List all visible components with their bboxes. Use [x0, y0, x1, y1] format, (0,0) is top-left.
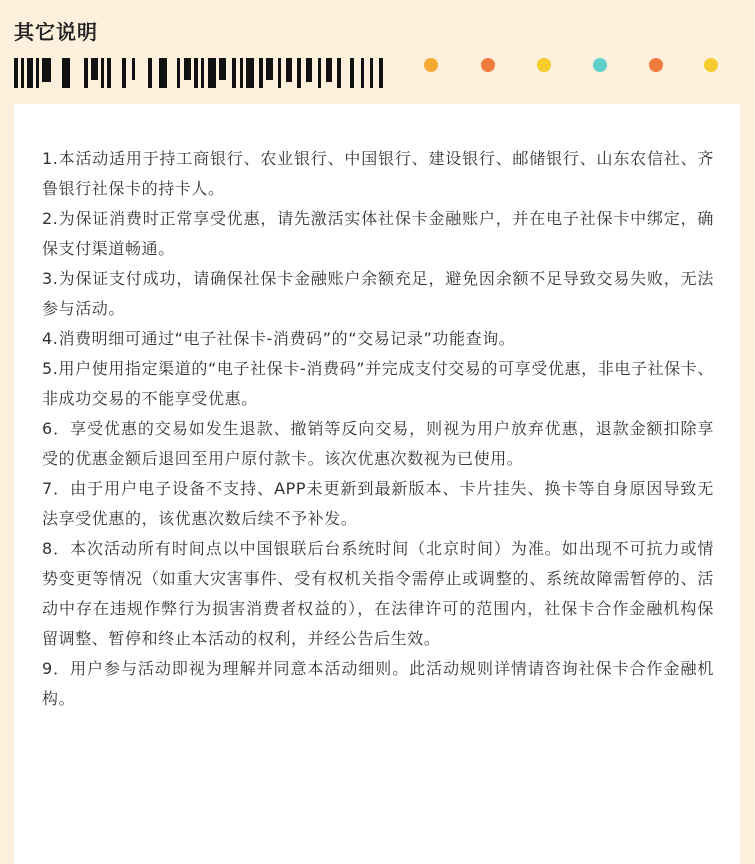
list-item: 6．享受优惠的交易如发生退款、撤销等反向交易，则视为用户放弃优惠，退款金额扣除享受的优惠金额后退回至用户原付款卡。该次优惠次数视为已使用。: [42, 419, 714, 468]
terms-list: [42, 144, 714, 714]
list-item: 2.为保证消费时正常享受优惠，请先激活实体社保卡金融账户，并在电子社保卡中绑定，确保支付渠道畅通。: [42, 209, 714, 258]
decorative-dots: [424, 58, 724, 74]
dot-yellow-icon: [537, 58, 551, 72]
list-item: 3.为保证支付成功，请确保社保卡金融账户余额充足，避免因余额不足导致交易失败，无法参与活动。: [42, 269, 714, 318]
list-item: 4.消费明细可通过“电子社保卡-消费码”的“交易记录”功能查询。: [42, 329, 516, 348]
section-title: 其它说明: [14, 20, 98, 44]
list-item: 8．本次活动所有时间点以中国银联后台系统时间（北京时间）为准。如出现不可抗力或情势变更等情况（如重大灾害事件、受有权机关指令需停止或调整的、系统故障需暂停的、活动中存在违规作弊行为损害消费者权益的），在法律许可的范围内，社保卡合作金融机构保留调整、暂停和终止本活动的权利，并经公告后生效。: [42, 539, 714, 648]
list-item: 5.用户使用指定渠道的“电子社保卡-消费码”并完成支付交易的可享受优惠，非电子社保卡、非成功交易的不能享受优惠。: [42, 359, 714, 408]
list-item: 9．用户参与活动即视为理解并同意本活动细则。此活动规则详情请咨询社保卡合作金融机构。: [42, 659, 714, 708]
dot-yellow-icon: [704, 58, 718, 72]
section-header: [0, 0, 755, 104]
dot-red-orange-icon: [649, 58, 663, 72]
dot-orange-icon: [424, 58, 438, 72]
dot-red-orange-icon: [481, 58, 495, 72]
list-item: 7．由于用户电子设备不支持、APP未更新到最新版本、卡片挂失、换卡等自身原因导致无法享受优惠的，该优惠次数后续不予补发。: [42, 479, 714, 528]
content-card: [14, 104, 740, 864]
dot-teal-icon: [593, 58, 607, 72]
list-item: 1.本活动适用于持工商银行、农业银行、中国银行、建设银行、邮储银行、山东农信社、齐鲁银行社保卡的持卡人。: [42, 149, 714, 198]
barcode-decoration: [14, 58, 386, 88]
